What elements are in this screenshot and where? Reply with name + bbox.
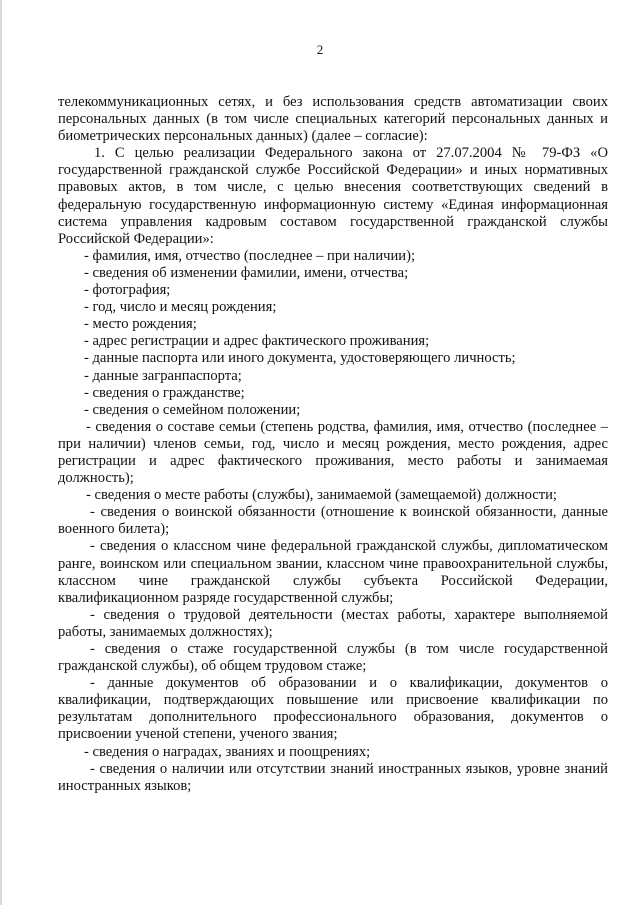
list-item-military: - сведения о воинской обязанности (отношение к воинской обязанности, данные военного билета); (58, 504, 608, 538)
list-item-awards: - сведения о наградах, званиях и поощрениях; (84, 743, 371, 760)
list-item-workplace: - сведения о месте работы (службы), занимаемой (замещаемой) должности; (86, 487, 557, 504)
list-item-family: - сведения о составе семьи (степень родства, фамилия, имя, отчество (последнее – при наличии) членов семьи, год, число и месяц рождения, место рождения, адрес регистрации и адрес фактического проживания, место работы и занимаемая должность); (58, 418, 608, 487)
scan-edge (0, 0, 2, 905)
document-body (58, 94, 608, 795)
list-item-education: - данные документов об образовании и о квалификации, документов о квалификации, подтверждающих повышение или присвоение квалификации по результатам дополнительного профессионального образования, документов о присвоении ученой степени, ученого звания; (58, 675, 608, 743)
list-item-class-rank: - сведения о классном чине федеральной гражданской службы, дипломатическом ранге, воинском или специальном звании, классном чине правоохранительной службы, классном чине гражданской службы субъекта Российской Федерации, квалификационном разряде государственной службы; (58, 538, 608, 606)
list-item-foreign-passport: - данные загранпаспорта; (84, 367, 242, 384)
list-item-photo: - фотография; (84, 282, 171, 299)
list-item-seniority: - сведения о стаже государственной службы (в том числе государственной гражданской службы), об общем трудовом стаже; (58, 641, 608, 675)
page-number: 2 (316, 42, 324, 57)
list-item-languages: - сведения о наличии или отсутствии знаний иностранных языков, уровне знаний иностранных языков; (58, 760, 608, 794)
list-item-full-name: - фамилия, имя, отчество (последнее – при наличии); (84, 247, 416, 264)
list-item-address: - адрес регистрации и адрес фактического проживания; (84, 333, 430, 350)
list-item-name-change: - сведения об изменении фамилии, имени, отчества; (84, 264, 409, 281)
list-item-passport: - данные паспорта или иного документа, удостоверяющего личность; (84, 350, 516, 367)
list-item-labor: - сведения о трудовой деятельности (местах работы, характере выполняемой работы, занимаемых должностях); (58, 606, 608, 640)
list-item-citizenship: - сведения о гражданстве; (84, 384, 245, 401)
list-item-birth-place: - место рождения; (84, 316, 197, 333)
paragraph-1: 1. С целью реализации Федерального закона от 27.07.2004 № 79-ФЗ «О государственной гражданской службе Российской Федерации» и иных нормативных правовых актов, в том числе, с целью внесения соответствующих сведений в федеральную государственную информационную систему «Единая информационная система управления кадровым составом государственной гражданской службы Российской Федерации»: (58, 145, 608, 247)
list-item-marital-status: - сведения о семейном положении; (84, 401, 301, 418)
intro-paragraph: телекоммуникационных сетях, и без использования средств автоматизации своих персональных данных (в том числе специальных категорий персональных данных и биометрических персональных данных) (далее – согласие): (58, 94, 608, 145)
list-item-birth-date: - год, число и месяц рождения; (84, 299, 277, 316)
